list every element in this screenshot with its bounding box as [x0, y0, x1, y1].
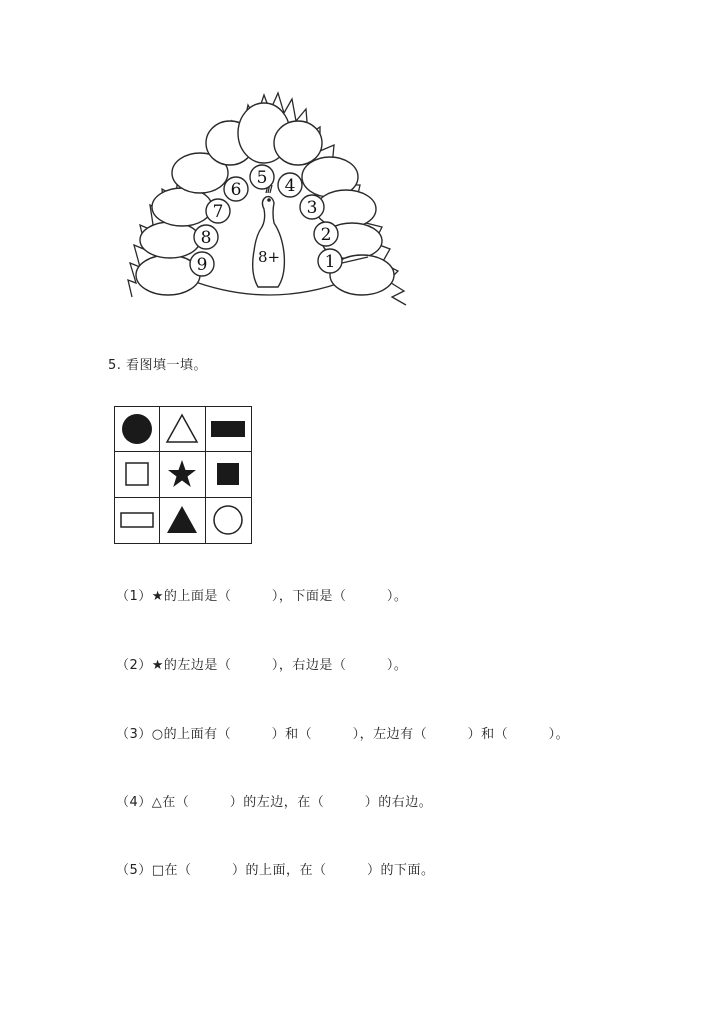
number-circle	[300, 195, 324, 219]
peacock-body	[253, 197, 285, 287]
svg-text:8: 8	[200, 228, 212, 248]
grid-cell	[160, 498, 205, 543]
number-circle	[206, 199, 230, 223]
svg-text:3: 3	[306, 198, 318, 218]
number-circle	[278, 173, 302, 197]
filled-triangle-icon	[162, 500, 202, 540]
feather-shape	[274, 121, 322, 165]
grid-cell	[115, 407, 160, 452]
number-circle	[190, 252, 214, 276]
question-4: （4）△在（ ）的左边，在（ ）的右边。	[116, 795, 433, 810]
peacock-illustration	[120, 85, 420, 307]
peacock-drawing	[120, 85, 420, 307]
filled-square-icon	[208, 454, 248, 494]
svg-text:2: 2	[320, 225, 332, 245]
filled-circle-icon	[117, 409, 157, 449]
outline-rectangle-icon	[117, 500, 157, 540]
outline-triangle-icon	[162, 409, 202, 449]
question-5: （5）□在（ ）的上面，在（ ）的下面。	[116, 863, 435, 878]
svg-text:4: 4	[284, 176, 296, 196]
svg-text:6: 6	[230, 180, 242, 200]
question-1: （1）★的上面是（ ），下面是（ ）。	[116, 589, 408, 604]
grid-cell	[160, 407, 205, 452]
number-circle	[224, 177, 248, 201]
feather-shape	[140, 222, 200, 258]
grid-cell	[115, 498, 160, 543]
shape-grid	[114, 406, 252, 544]
outline-square-icon	[117, 454, 157, 494]
grid-cell	[206, 407, 251, 452]
filled-star-icon	[162, 454, 202, 494]
svg-text:9: 9	[196, 255, 208, 275]
svg-text:1: 1	[324, 252, 336, 272]
section-title: 5. 看图填一填。	[108, 358, 208, 373]
question-3: （3）○的上面有（ ）和（ ），左边有（ ）和（ ）。	[116, 727, 570, 742]
number-circle	[318, 249, 342, 273]
filled-rectangle-icon	[208, 409, 248, 449]
grid-cell	[115, 452, 160, 497]
peacock-eye	[267, 198, 271, 202]
grid-cell	[206, 498, 251, 543]
number-circle	[194, 225, 218, 249]
question-2: （2）★的左边是（ ），右边是（ ）。	[116, 658, 408, 673]
number-circle	[314, 222, 338, 246]
svg-text:5: 5	[256, 168, 268, 188]
number-circle	[250, 165, 274, 189]
grid-cell	[206, 452, 251, 497]
svg-text:7: 7	[212, 202, 224, 222]
grid-cell	[160, 452, 205, 497]
feather-shape	[152, 188, 212, 226]
outline-circle-icon	[208, 500, 248, 540]
peacock-body-label: 8+	[257, 248, 281, 266]
